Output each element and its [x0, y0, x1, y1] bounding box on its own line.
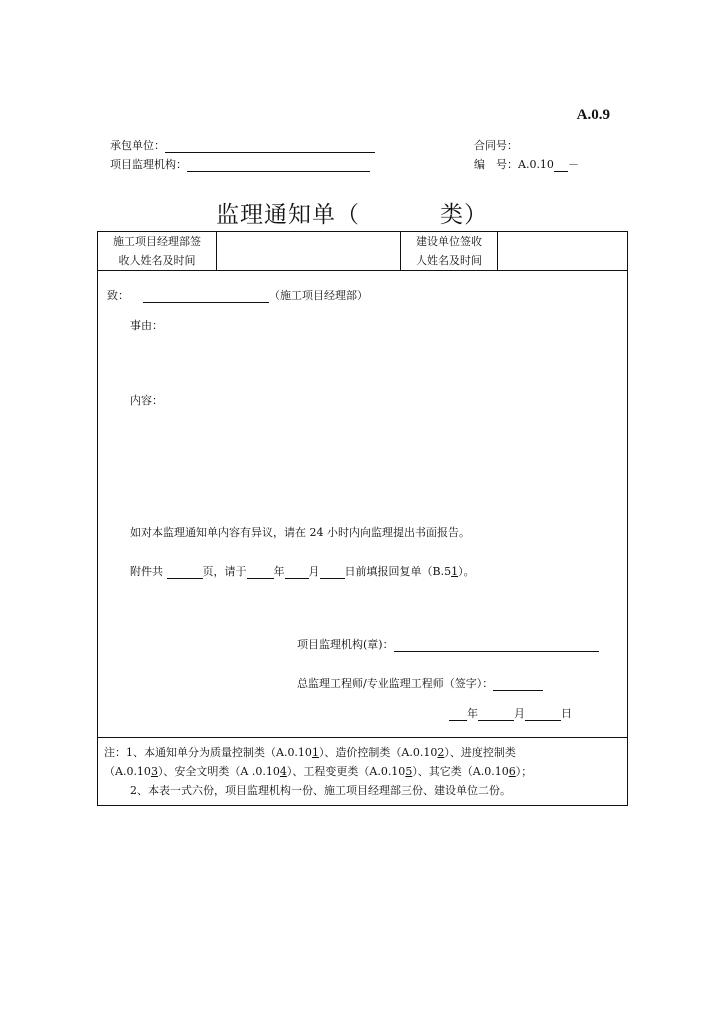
- attach-pages-field[interactable]: [167, 566, 203, 579]
- supervision-org-label: 项目监理机构：: [110, 158, 187, 171]
- page-title: [216, 196, 488, 229]
- title-main: 监理通知单（: [216, 202, 360, 228]
- pm-sign-label: 施工项目经理部签 收人姓名及时间: [113, 235, 201, 267]
- serial-row: [474, 156, 579, 172]
- to-label: 致：: [107, 289, 129, 302]
- supervision-org-row: [110, 156, 370, 172]
- org-stamp-row: [297, 636, 599, 652]
- serial-label: 编 号：: [474, 158, 518, 171]
- divider: [98, 270, 627, 271]
- to-row: [107, 287, 368, 303]
- to-field[interactable]: [143, 290, 269, 303]
- note-line-2: （A.0.103）、安全文明类（A .0.104）、工程变更类（A.0.105）、其它类（A.0.106）；: [104, 765, 533, 778]
- serial-field[interactable]: [554, 158, 568, 172]
- org-stamp-label: 项目监理机构(章)：: [297, 638, 394, 651]
- notes: [104, 743, 624, 800]
- content-field[interactable]: [130, 412, 610, 512]
- attach-prefix: 附件共: [130, 565, 163, 578]
- date-day: 日: [561, 707, 572, 720]
- serial-dash: －: [567, 158, 579, 171]
- contractor-label: 承包单位：: [110, 139, 165, 152]
- engineer-sign-label: 总监理工程师/专业监理工程师（签字）：: [297, 677, 494, 690]
- attach-month-field[interactable]: [285, 566, 309, 579]
- attach-year: 年: [273, 565, 285, 578]
- attach-code-digit: 1: [451, 565, 459, 578]
- owner-sign-field[interactable]: [498, 232, 627, 270]
- date-year: 年: [467, 707, 478, 720]
- divider: [98, 737, 627, 738]
- org-stamp-field[interactable]: [394, 639, 599, 652]
- date-day-field[interactable]: [525, 708, 561, 721]
- attach-month: 月: [308, 565, 320, 578]
- form-code: A.0.9: [576, 107, 610, 123]
- reason-field[interactable]: [130, 337, 610, 387]
- attach-day-text: 日前填报回复单（B.5: [344, 565, 452, 578]
- contractor-row: [110, 137, 375, 153]
- date-month-field[interactable]: [478, 708, 514, 721]
- date-month: 月: [514, 707, 525, 720]
- objection-text: 如对本监理通知单内容有异议，请在 24 小时内向监理提出书面报告。: [130, 526, 470, 539]
- attach-page-text: 页，请于: [202, 565, 247, 578]
- attach-day-field[interactable]: [320, 566, 345, 579]
- supervision-org-field[interactable]: [187, 158, 370, 172]
- pm-sign-field[interactable]: [217, 232, 399, 270]
- note-line-3: 2、本表一式六份，项目监理机构一份、施工项目经理部三份、建设单位二份。: [130, 784, 511, 797]
- attach-year-field[interactable]: [247, 566, 274, 579]
- attachment-row: [130, 563, 475, 579]
- owner-sign-label: 建设单位签收 人姓名及时间: [416, 235, 482, 267]
- content-label: 内容：: [130, 394, 163, 407]
- engineer-sign-row: [297, 675, 543, 691]
- engineer-sign-field[interactable]: [493, 678, 543, 691]
- notice-form-box: [97, 231, 628, 806]
- reason-label: 事由：: [130, 319, 163, 332]
- serial-prefix: A.0.10: [518, 158, 554, 171]
- date-row: [449, 705, 572, 721]
- contract-no-label: 合同号：: [474, 139, 518, 152]
- contractor-field[interactable]: [165, 139, 375, 153]
- date-year-field[interactable]: [449, 708, 467, 721]
- title-suffix: 类）: [440, 202, 488, 228]
- note-line-1: 注：1、本通知单分为质量控制类（A.0.101）、造价控制类（A.0.102）、进度控制类: [104, 746, 516, 759]
- to-suffix: （施工项目经理部）: [269, 289, 368, 302]
- attach-end: ）。: [458, 565, 475, 578]
